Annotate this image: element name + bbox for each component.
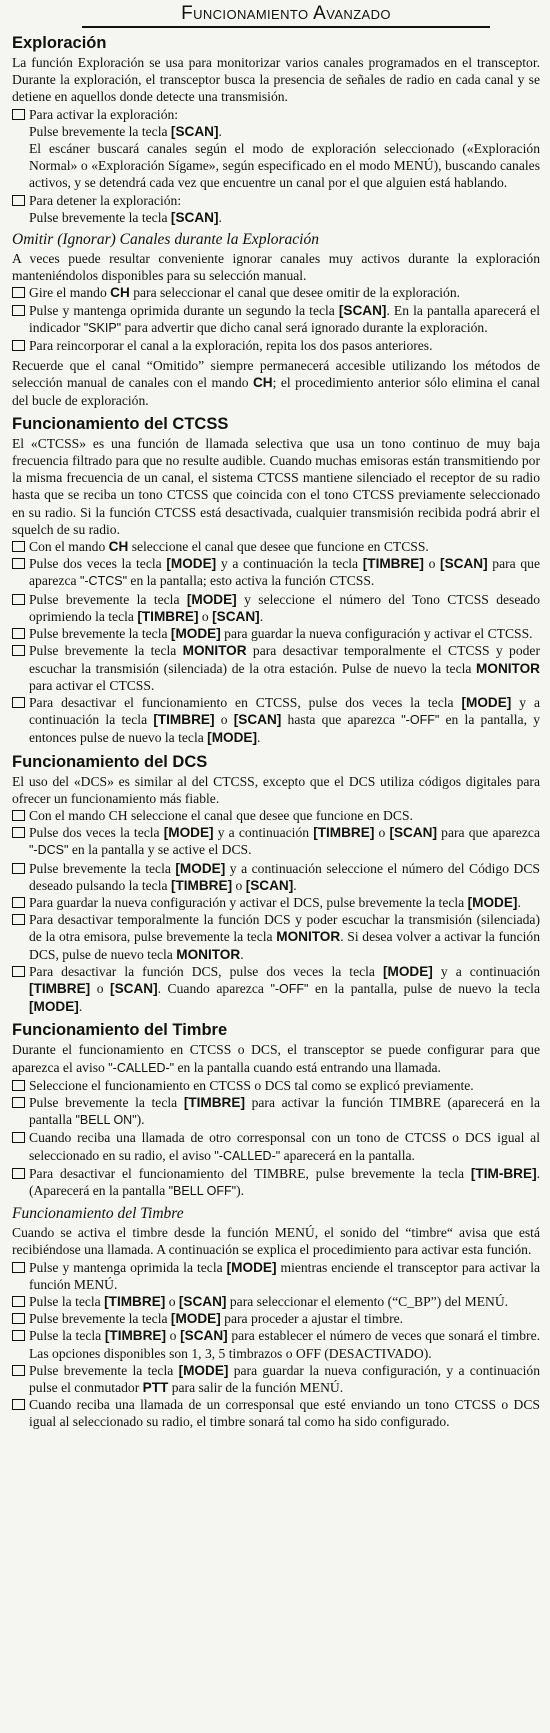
list-item: Pulse dos veces la tecla [MODE] y a continuación la tecla [TIMBRE] o [SCAN] para que aparezca "-CTCS" en la pantalla; esto activa la función CTCSS. <box>12 555 540 590</box>
timbre2-intro: Cuando se activa el timbre desde la función MENÚ, el sonido del “timbre“ avisa que está recibiéndose una llamada. A continuación se explica el procedimiento para activar esta función. <box>12 1225 540 1258</box>
list-item: Pulse brevemente la tecla [MODE] y seleccione el número del Tono CTCSS deseado oprimiendo la tecla [TIMBRE] o [SCAN]. <box>12 591 540 625</box>
checkbox-bullet-icon <box>12 897 25 908</box>
list-item: Para reincorporar el canal a la exploración, repita los dos pasos anteriores. <box>12 337 540 354</box>
timbre-intro: Durante el funcionamiento en CTCSS o DCS, el transceptor se puede configurar para que aparezca el aviso "-CALLED-" en la pantalla cuando está entrando una llamada. <box>12 1042 540 1075</box>
list-item: Pulse dos veces la tecla [MODE] y a continuación [TIMBRE] o [SCAN] para que aparezca "-DCS" en la pantalla y se active el DCS. <box>12 824 540 859</box>
checkbox-bullet-icon <box>12 594 25 605</box>
checkbox-bullet-icon <box>12 966 25 977</box>
list-item: Para desactivar el funcionamiento del TIMBRE, pulse brevemente la tecla [TIM-BRE]. (Aparecerá en la pantalla "BELL OFF"). <box>12 1165 540 1200</box>
list-item: Para desactivar el funcionamiento en CTCSS, pulse dos veces la tecla [MODE] y a continuación la tecla [TIMBRE] o [SCAN] hasta que aparezca "-OFF" en la pantalla, y entonces pulse de nuevo la tecla [MODE]. <box>12 694 540 747</box>
checkbox-bullet-icon <box>12 863 25 874</box>
timbre-subheading: Funcionamiento del Timbre <box>12 1205 184 1223</box>
list-item: Con el mando CH seleccione el canal que desee que funcione en DCS. <box>12 807 540 824</box>
checkbox-bullet-icon <box>12 1132 25 1143</box>
checkbox-bullet-icon <box>12 558 25 569</box>
exploracion-intro: La función Exploración se usa para monitorizar varios canales programados en el transceptor. Durante la exploración, el transceptor busca la presencia de señales de radio en cada canal y se detiene en aquellos donde detecte una transmisión. <box>12 55 540 105</box>
checkbox-bullet-icon <box>12 827 25 838</box>
list-item: Pulse la tecla [TIMBRE] o [SCAN] para seleccionar el elemento (“C_BP”) del MENÚ. <box>12 1293 540 1310</box>
checkbox-bullet-icon <box>12 697 25 708</box>
checkbox-bullet-icon <box>12 1080 25 1091</box>
list-item-detail: Pulse brevemente la tecla [SCAN]. <box>29 123 222 139</box>
list-item: Para detener la exploración: <box>12 192 540 209</box>
checkbox-bullet-icon <box>12 541 25 552</box>
checkbox-bullet-icon <box>12 628 25 639</box>
list-item: Pulse y mantenga oprimida durante un segundo la tecla [SCAN]. En la pantalla aparecerá el indicador "SKIP" para advertir que dicho canal será ignorado durante la exploración. <box>12 302 540 337</box>
list-item-detail: Pulse brevemente la tecla [SCAN]. <box>29 209 222 225</box>
omitir-heading: Omitir (Ignorar) Canales durante la Exploración <box>12 231 319 249</box>
list-item-detail: El escáner buscará canales según el modo de exploración seleccionado («Exploración Normal» o «Exploración Sígame», según especificado en el modo MENÚ), buscando canales activos, y se detendrá cada vez que encuentre un canal por el que alguien está hablando. <box>29 141 540 191</box>
list-item: Para activar la exploración: <box>12 106 540 123</box>
checkbox-bullet-icon <box>12 645 25 656</box>
list-item: Pulse brevemente la tecla [MODE] para guardar la nueva configuración y activar el CTCSS. <box>12 625 540 642</box>
checkbox-bullet-icon <box>12 1262 25 1273</box>
checkbox-bullet-icon <box>12 1097 25 1108</box>
checkbox-bullet-icon <box>12 1365 25 1376</box>
list-item: Pulse brevemente la tecla MONITOR para desactivar temporalmente el CTCSS y poder escuchar la transmisión (silenciada) de la otra estación. Pulse de nuevo la tecla MONITOR para activar el CTCSS. <box>12 642 540 694</box>
checkbox-bullet-icon <box>12 810 25 821</box>
checkbox-bullet-icon <box>12 1168 25 1179</box>
dcs-heading: Funcionamiento del DCS <box>12 752 208 771</box>
checkbox-bullet-icon <box>12 287 25 298</box>
checkbox-bullet-icon <box>12 1296 25 1307</box>
list-item: Cuando reciba una llamada de otro corresponsal con un tono de CTCSS o DCS igual al seleccionado en su radio, el aviso "-CALLED-" aparecerá en la pantalla. <box>12 1129 540 1164</box>
page-title: Funcionamiento Avanzado <box>82 2 490 28</box>
checkbox-bullet-icon <box>12 305 25 316</box>
omitir-note: Recuerde que el canal “Omitido” siempre permanecerá accesible utilizando los métodos de selección manual de canales con el mando CH; el procedimiento anterior sólo elimina el canal del bucle de exploración. <box>12 358 541 408</box>
list-item: Para desactivar la función DCS, pulse dos veces la tecla [MODE] y a continuación [TIMBRE] o [SCAN]. Cuando aparezca "-OFF" en la pantalla, pulse de nuevo la tecla [MODE]. <box>12 963 540 1016</box>
timbre-heading: Funcionamiento del Timbre <box>12 1021 228 1040</box>
ctcss-intro: El «CTCSS» es una función de llamada selectiva que usa un tono continuo de muy baja frecuencia filtrado para que no resulte audible. Cuando muchas emisoras están transmitiendo por la misma frecuencia de un canal, el sistema CTCSS mantiene silenciado el receptor de su radio hasta que se reciba un tono CTCSS que coincida con el tono CTCSS previamente seleccionado en su radio. Si la función CTCSS está desactivada, cualquier transmisión recibida podrá abrir el squelch de su radio. <box>12 435 540 537</box>
list-item: Para guardar la nueva configuración y activar el DCS, pulse brevemente la tecla [MODE]. <box>12 894 540 911</box>
list-item: Para desactivar temporalmente la función DCS y poder escuchar la transmisión (silenciada) de la otra emisora, pulse brevemente la tecla MONITOR. Si desea volver a activar la función DCS, pulse de nuevo tecla MONITOR. <box>12 911 540 963</box>
checkbox-bullet-icon <box>12 195 25 206</box>
ctcss-heading: Funcionamiento del CTCSS <box>12 414 229 433</box>
list-item: Seleccione el funcionamiento en CTCSS o DCS tal como se explicó previamente. <box>12 1077 540 1094</box>
dcs-intro: El uso del «DCS» es similar al del CTCSS, excepto que el DCS utiliza códigos digitales para ofrecer un funcionamiento más fiable. <box>12 773 540 806</box>
checkbox-bullet-icon <box>12 109 25 120</box>
list-item: Con el mando CH seleccione el canal que desee que funcione en CTCSS. <box>12 538 540 555</box>
checkbox-bullet-icon <box>12 1399 25 1410</box>
list-item: Pulse y mantenga oprimida la tecla [MODE] mientras enciende el transceptor para activar la función MENÚ. <box>12 1259 540 1293</box>
checkbox-bullet-icon <box>12 1330 25 1341</box>
checkbox-bullet-icon <box>12 1313 25 1324</box>
list-item: Pulse brevemente la tecla [MODE] para proceder a ajustar el timbre. <box>12 1310 540 1327</box>
checkbox-bullet-icon <box>12 914 25 925</box>
checkbox-bullet-icon <box>12 340 25 351</box>
list-item: Cuando reciba una llamada de un corresponsal que esté enviando un tono CTCSS o DCS igual al seleccionado su radio, el timbre sonará tal como ha sido configurado. <box>12 1396 540 1430</box>
exploracion-heading: Exploración <box>12 34 107 52</box>
list-item: Pulse brevemente la tecla [MODE] para guardar la nueva configuración, y a continuación pulse el conmutador PTT para salir de la función MENÚ. <box>12 1362 540 1396</box>
omitir-intro: A veces puede resultar conveniente ignorar canales muy activos durante la exploración manteniéndolos disponibles para su selección manual. <box>12 251 540 284</box>
list-item: Gire el mando CH para seleccionar el canal que desee omitir de la exploración. <box>12 284 540 301</box>
list-item: Pulse la tecla [TIMBRE] o [SCAN] para establecer el número de veces que sonará el timbre. Las opciones disponibles son 1, 3, 5 timbrazos o OFF (DESACTIVADO). <box>12 1327 540 1361</box>
list-item: Pulse brevemente la tecla [TIMBRE] para activar la función TIMBRE (aparecerá en la pantalla "BELL ON"). <box>12 1094 540 1129</box>
list-item: Pulse brevemente la tecla [MODE] y a continuación seleccione el número del Código DCS deseado pulsando la tecla [TIMBRE] o [SCAN]. <box>12 860 540 894</box>
